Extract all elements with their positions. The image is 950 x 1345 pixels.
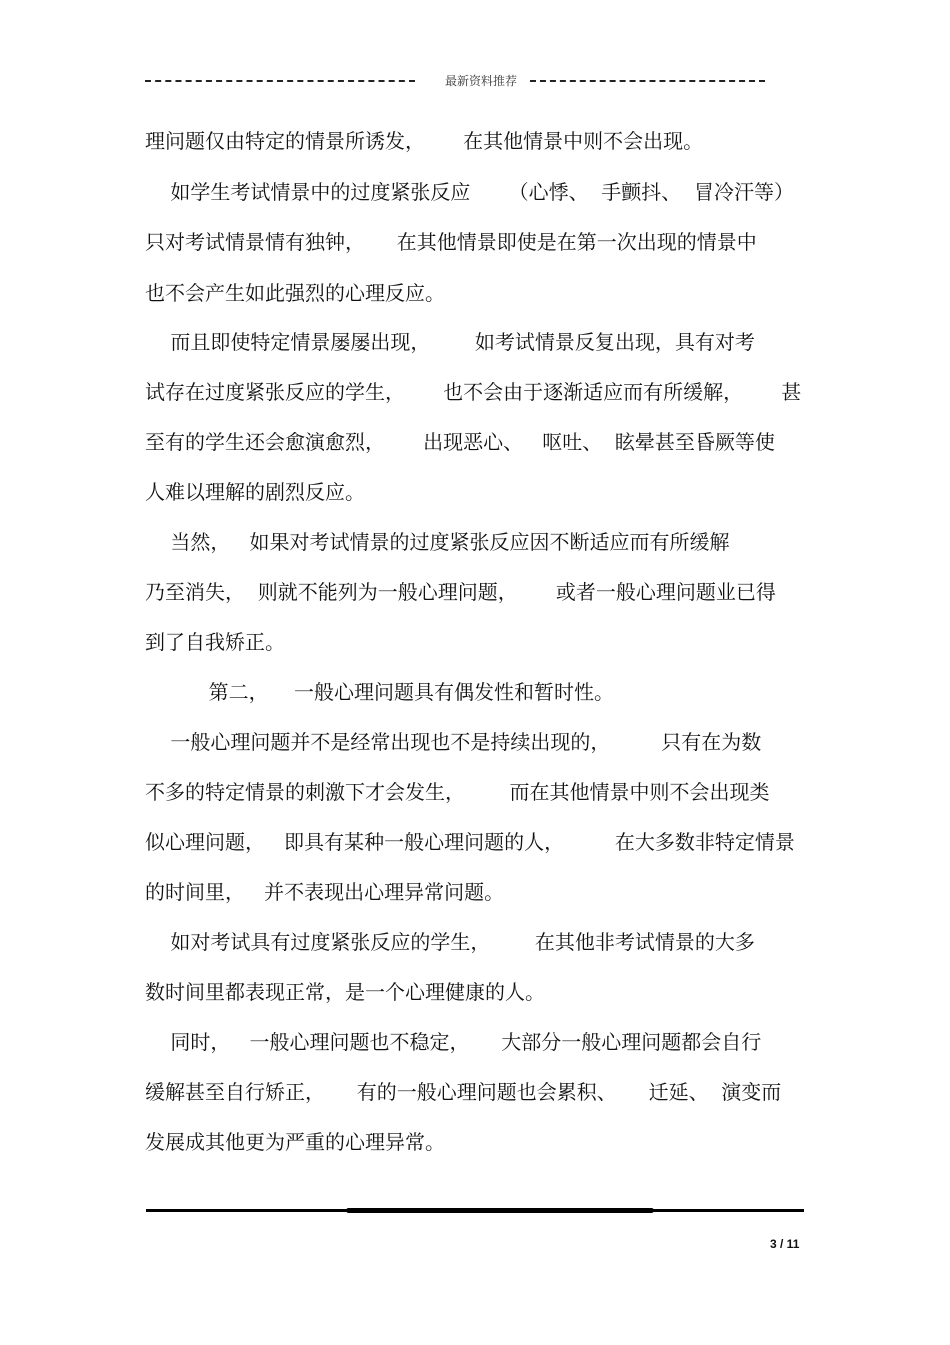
text-line: 的时间里， 并不表现出心理异常问题。	[145, 880, 505, 904]
text-line: 人难以理解的剧烈反应。	[145, 480, 365, 504]
footer-rule	[146, 1208, 804, 1213]
text-line: 至有的学生还会愈演愈烈， 出现恶心、 呕吐、 眩晕甚至昏厥等使	[145, 430, 775, 454]
text-line: 理问题仅由特定的情景所诱发， 在其他情景中则不会出现。	[145, 129, 704, 153]
text-line: 而且即使特定情景屡屡出现， 如考试情景反复出现，具有对考	[145, 330, 755, 354]
text-line: 发展成其他更为严重的心理异常。	[145, 1130, 445, 1154]
text-line: 不多的特定情景的刺激下才会发生， 而在其他情景中则不会出现类	[145, 780, 770, 804]
text-line: 到了自我矫正。	[145, 630, 285, 654]
text-line: 同时， 一般心理问题也不稳定， 大部分一般心理问题都会自行	[145, 1030, 762, 1054]
text-line: 如学生考试情景中的过度紧张反应 （心悸、 手颤抖、 冒冷汗等）	[145, 180, 795, 204]
text-line: 只对考试情景情有独钟， 在其他情景即使是在第一次出现的情景中	[145, 230, 757, 254]
text-line: 似心理问题， 即具有某种一般心理问题的人， 在大多数非特定情景	[145, 830, 795, 854]
text-line: 数时间里都表现正常，是一个心理健康的人。	[145, 980, 545, 1004]
text-line: 缓解甚至自行矫正， 有的一般心理问题也会累积、 迁延、 演变而	[145, 1080, 782, 1104]
header-left-rule	[145, 80, 415, 82]
page-header	[145, 70, 805, 94]
text-line: 乃至消失， 则就不能列为一般心理问题， 或者一般心理问题业已得	[145, 580, 776, 604]
text-line: 试存在过度紧张反应的学生， 也不会由于逐渐适应而有所缓解， 甚	[145, 380, 802, 404]
text-line: 如对考试具有过度紧张反应的学生， 在其他非考试情景的大多	[145, 930, 755, 954]
text-line: 当然， 如果对考试情景的过度紧张反应因不断适应而有所缓解	[145, 530, 730, 554]
text-line: 一般心理问题并不是经常出现也不是持续出现的， 只有在为数	[145, 730, 762, 754]
page-number: 3 / 11	[770, 1237, 800, 1251]
section-heading: 第二， 一般心理问题具有偶发性和暂时性。	[145, 680, 615, 704]
text-line: 也不会产生如此强烈的心理反应。	[145, 281, 445, 305]
header-right-rule	[530, 80, 765, 82]
header-title: 最新资料推荐	[445, 74, 518, 88]
